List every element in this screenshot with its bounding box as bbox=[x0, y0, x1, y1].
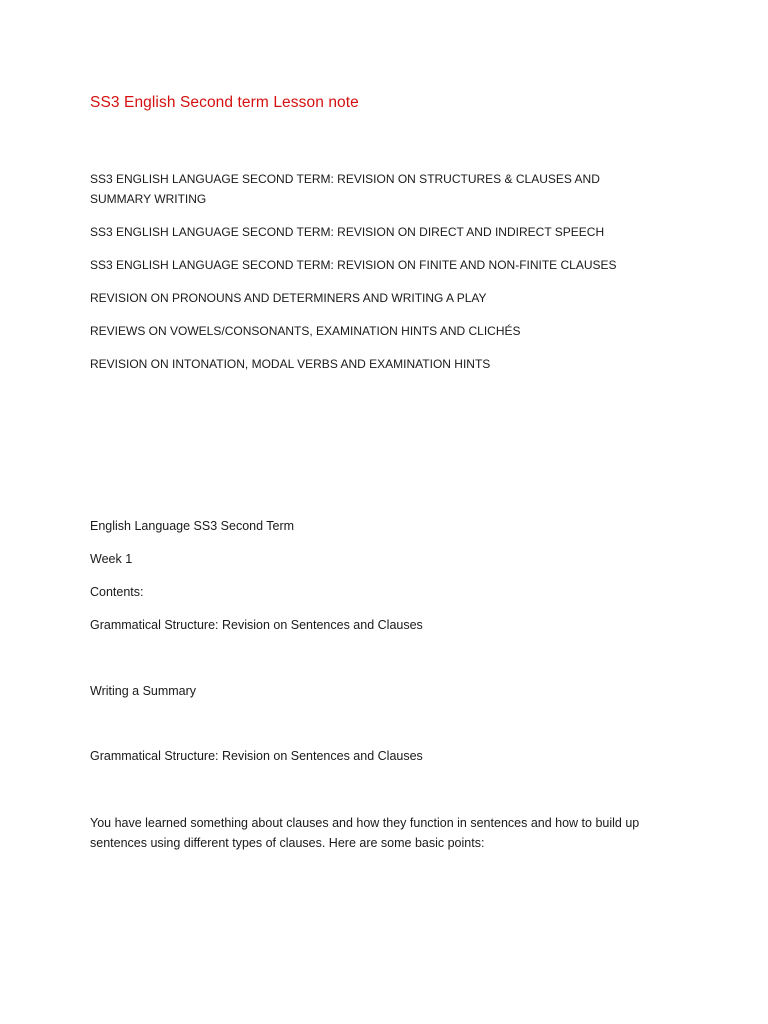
subject-heading: English Language SS3 Second Term bbox=[90, 519, 295, 533]
lesson-topic-item: SS3 ENGLISH LANGUAGE SECOND TERM: REVISION ON STRUCTURES & CLAUSES AND SUMMARY WRITING bbox=[90, 172, 600, 206]
lesson-topic-item: REVISION ON PRONOUNS AND DETERMINERS AND WRITING A PLAY bbox=[90, 290, 487, 305]
lesson-topic-item: SS3 ENGLISH LANGUAGE SECOND TERM: REVISION ON FINITE AND NON-FINITE CLAUSES bbox=[90, 257, 617, 272]
intro-paragraph: You have learned something about clauses and how they function in sentences and how to build up sentences using different types of clauses. Here are some basic points: bbox=[90, 816, 640, 850]
lesson-topic-item: SS3 ENGLISH LANGUAGE SECOND TERM: REVISION ON DIRECT AND INDIRECT SPEECH bbox=[90, 224, 605, 239]
contents-item: Grammatical Structure: Revision on Sentences and Clauses bbox=[90, 618, 423, 632]
contents-item: Writing a Summary bbox=[90, 684, 197, 698]
lesson-topics-list bbox=[90, 170, 660, 388]
section-heading: Grammatical Structure: Revision on Sentences and Clauses bbox=[90, 749, 423, 763]
document-title: SS3 English Second term Lesson note bbox=[90, 94, 359, 111]
contents-label: Contents: bbox=[90, 585, 144, 599]
lesson-topic-item: REVIEWS ON VOWELS/CONSONANTS, EXAMINATION HINTS AND CLICHÉS bbox=[90, 323, 521, 338]
week-label: Week 1 bbox=[90, 552, 133, 566]
lesson-topic-item: REVISION ON INTONATION, MODAL VERBS AND EXAMINATION HINTS bbox=[90, 356, 491, 371]
